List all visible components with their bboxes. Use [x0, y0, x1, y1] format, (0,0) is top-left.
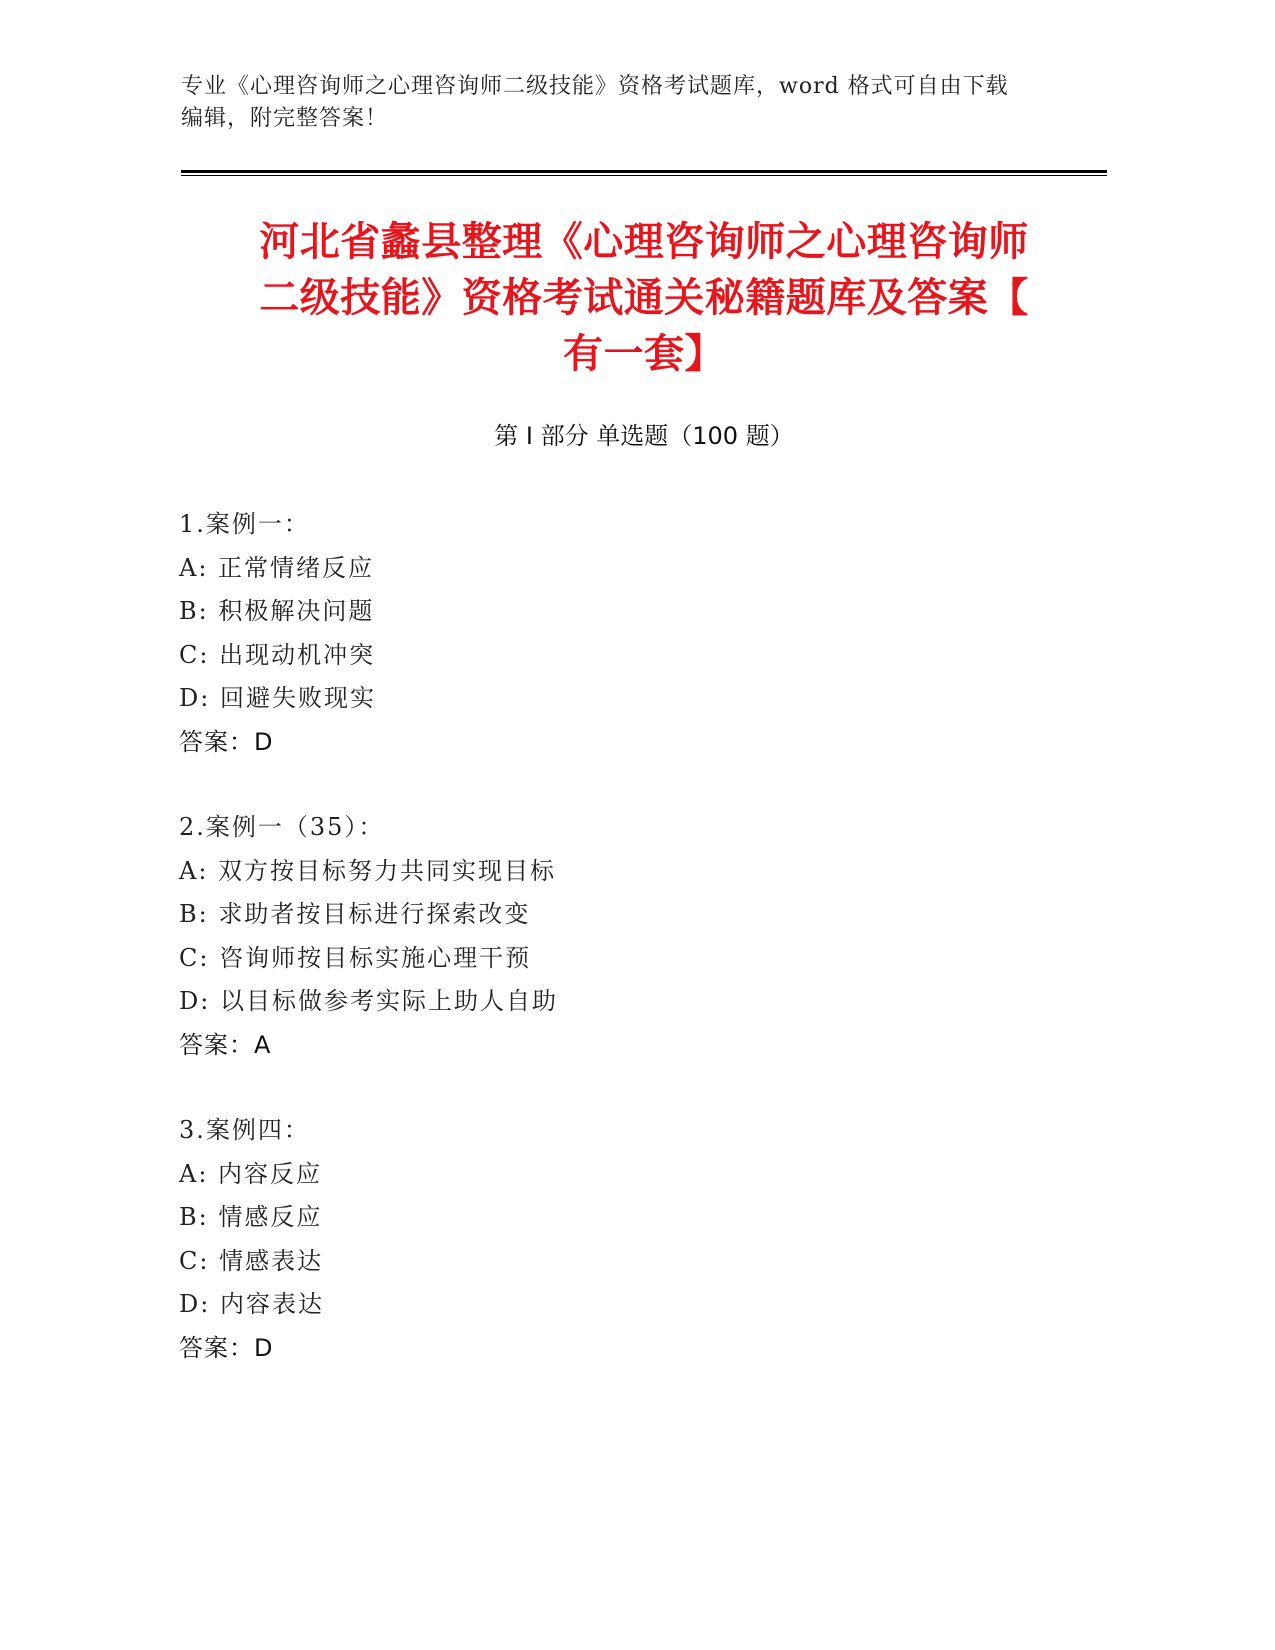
question-stem: 2.案例一（35）：: [179, 813, 385, 841]
header-divider-thin: [181, 175, 1107, 176]
option-b: B: 情感反应: [179, 1203, 323, 1231]
option-d: D: 回避失败现实: [179, 684, 376, 712]
option-d: D: 内容表达: [179, 1290, 324, 1318]
question-stem: 3.案例四：: [179, 1116, 310, 1144]
document-title: [181, 214, 1107, 382]
document-title-line: 河北省蠡县整理《心理咨询师之心理咨询师: [259, 219, 1029, 265]
answer-line: 答案：D: [179, 1333, 274, 1362]
question-item: [179, 1109, 1079, 1370]
option-c: C: 出现动机冲突: [179, 640, 376, 669]
document-title-line: 有一套】: [563, 331, 725, 377]
option-b: B: 求助者按目标进行探索改变: [179, 900, 531, 928]
header-note: [181, 71, 1081, 135]
answer-line: 答案：D: [179, 727, 274, 756]
option-b: B: 积极解决问题: [179, 597, 375, 625]
option-c: C: 情感表达: [179, 1246, 324, 1275]
answer-line: 答案：A: [179, 1030, 272, 1059]
question-list: [179, 503, 1079, 1412]
option-d: D: 以目标做参考实际上助人自助: [179, 987, 558, 1015]
option-a: A: 双方按目标努力共同实现目标: [179, 856, 557, 885]
option-a: A: 内容反应: [179, 1159, 323, 1188]
section-title: 第 I 部分 单选题（100 题）: [494, 422, 794, 450]
question-item: [179, 503, 1079, 764]
header-divider-thick: [181, 170, 1107, 173]
question-stem: 1.案例一：: [179, 510, 310, 538]
header-note-line: 专业《心理咨询师之心理咨询师二级技能》资格考试题库，word 格式可自由下载: [181, 74, 1009, 99]
option-c: C: 咨询师按目标实施心理干预: [179, 943, 532, 972]
document-title-line: 二级技能》资格考试通关秘籍题库及答案【: [259, 275, 1029, 321]
question-item: [179, 806, 1079, 1067]
option-a: A: 正常情绪反应: [179, 553, 375, 582]
header-note-line: 编辑，附完整答案！: [181, 106, 389, 131]
